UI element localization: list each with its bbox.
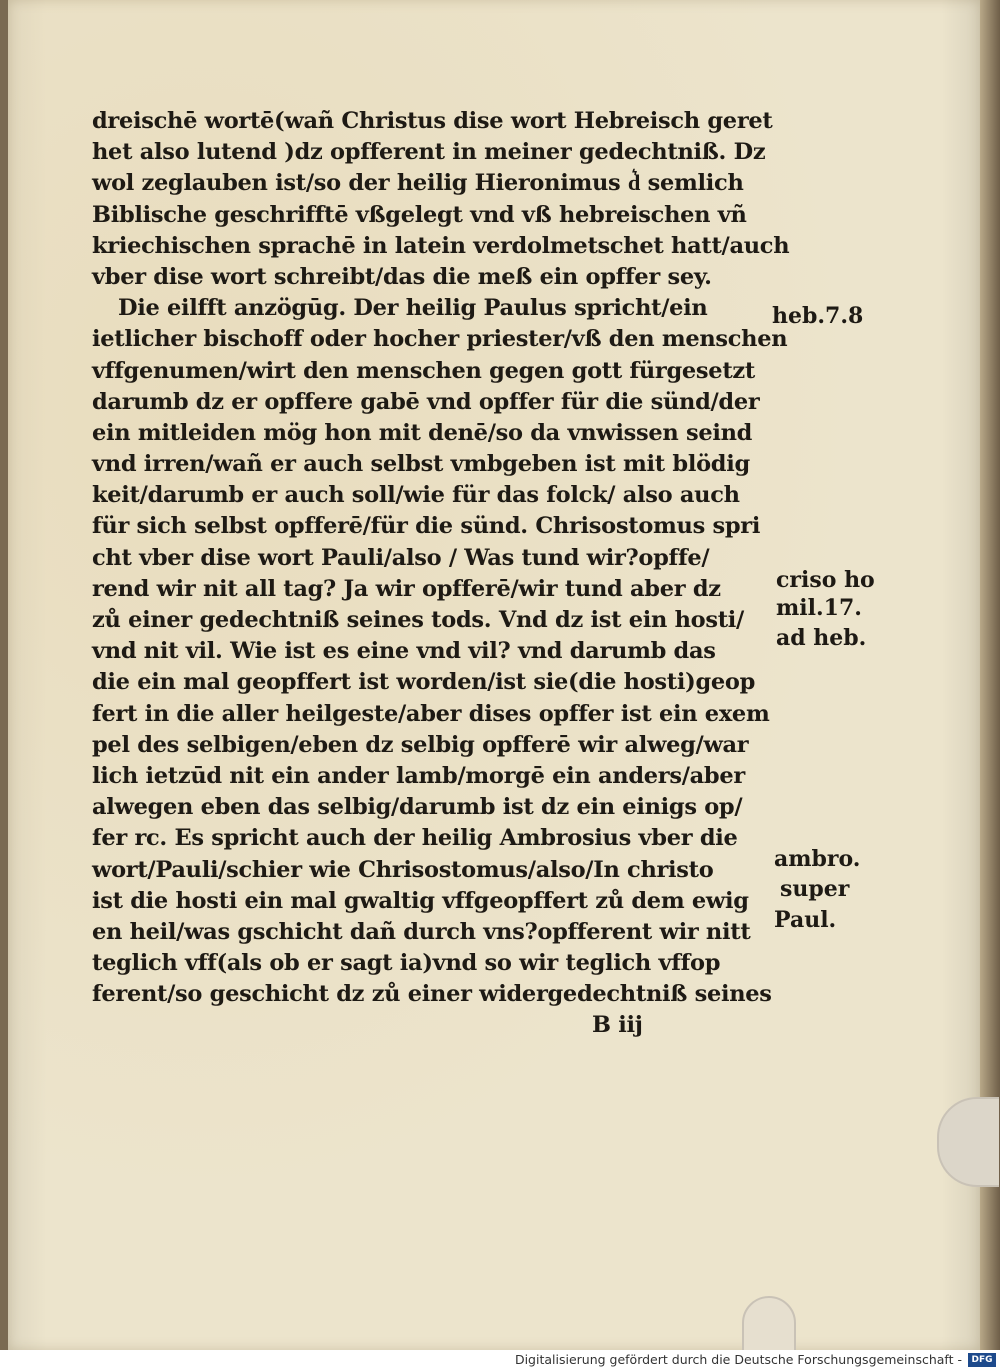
text-line: cht vber dise wort Pauli/also / Was tund wir?opffe/ (92, 544, 710, 571)
text-line: teglich vff(als ob er sagt ia)vnd so wir teglich vffop (92, 950, 721, 977)
text-line: die ein mal geopffert ist worden/ist sie(die hosti)geop (92, 669, 756, 696)
margin-note-criso: ad heb. (776, 625, 867, 651)
signature-mark: B iij (592, 1012, 643, 1039)
text-line: vnd irren/wañ er auch selbst vmbgeben ist mit blödig (92, 451, 750, 478)
text-line: Die eilfft anzögūg. Der heilig Paulus spricht/ein (118, 295, 708, 322)
text-line: wort/Pauli/schier wie Chrisostomus/also/In christo (92, 856, 714, 883)
margin-note-ambro: ambro. (774, 846, 861, 872)
text-line: kriechischen sprachē in latein verdolmetschet hatt/auch (92, 232, 790, 259)
text-line: ietlicher bischoff oder hocher priester/vß den menschen (92, 326, 788, 353)
text-line: darumb dz er opffere gabē vnd opffer für die sünd/der (92, 388, 760, 415)
text-line: ferent/so geschicht dz zů einer widergedechtniß seines (92, 981, 772, 1008)
text-line: Biblische geschrifftē vßgelegt vnd vß hebreischen vñ (92, 201, 747, 228)
text-line: für sich selbst opfferē/für die sünd. Chrisostomus spri (92, 513, 761, 540)
margin-note-ambro: super (780, 876, 850, 902)
footer-bar (0, 1350, 1000, 1370)
text-line: vnd nit vil. Wie ist es eine vnd vil? vnd darumb das (92, 638, 716, 665)
text-line: zů einer gedechtniß seines tods. Vnd dz ist ein hosti/ (92, 607, 744, 633)
footer-credit: Digitalisierung gefördert durch die Deutsche Forschungsgemeinschaft - (514, 1352, 962, 1367)
text-line: ein mitleiden mög hon mit denē/so da vnwissen seind (92, 419, 753, 446)
text-line: en heil/was gschicht dañ durch vns?opfferent wir nitt (92, 918, 751, 945)
margin-note-heb: heb.7.8 (772, 303, 864, 329)
text-line: fer rc. Es spricht auch der heilig Ambrosius vber die (92, 825, 738, 852)
text-line: ist die hosti ein mal gwaltig vffgeopffert zů dem ewig (92, 887, 749, 914)
page-tab-marker (937, 1097, 999, 1187)
margin-note-criso: mil.17. (776, 595, 862, 621)
text-line: lich ietzūd nit ein ander lamb/morgē ein anders/aber (92, 762, 745, 789)
dfg-logo: DFG (968, 1353, 996, 1367)
text-line: fert in die aller heilgeste/aber dises opffer ist ein exem (92, 700, 770, 727)
text-line: het also lutend )dz opfferent in meiner gedechtniß. Dz (92, 139, 766, 166)
text-line: alwegen eben das selbig/darumb ist dz ein einigs op/ (92, 794, 743, 821)
margin-note-ambro: Paul. (774, 907, 837, 933)
text-line: dreischē wortē(wañ Christus dise wort Hebreisch geret (92, 108, 773, 134)
text-line: rend wir nit all tag? Ja wir opfferē/wir tund aber dz (92, 575, 721, 602)
main-text-block (92, 106, 790, 1042)
text-line: wol zeglauben ist/so der heilig Hieronimus d͛ semlich (92, 170, 744, 197)
text-line: keit/darumb er auch soll/wie für das folck/ also auch (92, 482, 740, 509)
text-line: pel des selbigen/eben dz selbig opfferē wir alweg/war (92, 731, 749, 758)
text-line: vffgenumen/wirt den menschen gegen gott fürgesetzt (92, 357, 755, 384)
margin-note-criso: criso ho (776, 567, 875, 593)
text-line: vber dise wort schreibt/das die meß ein opffer sey. (92, 263, 712, 290)
